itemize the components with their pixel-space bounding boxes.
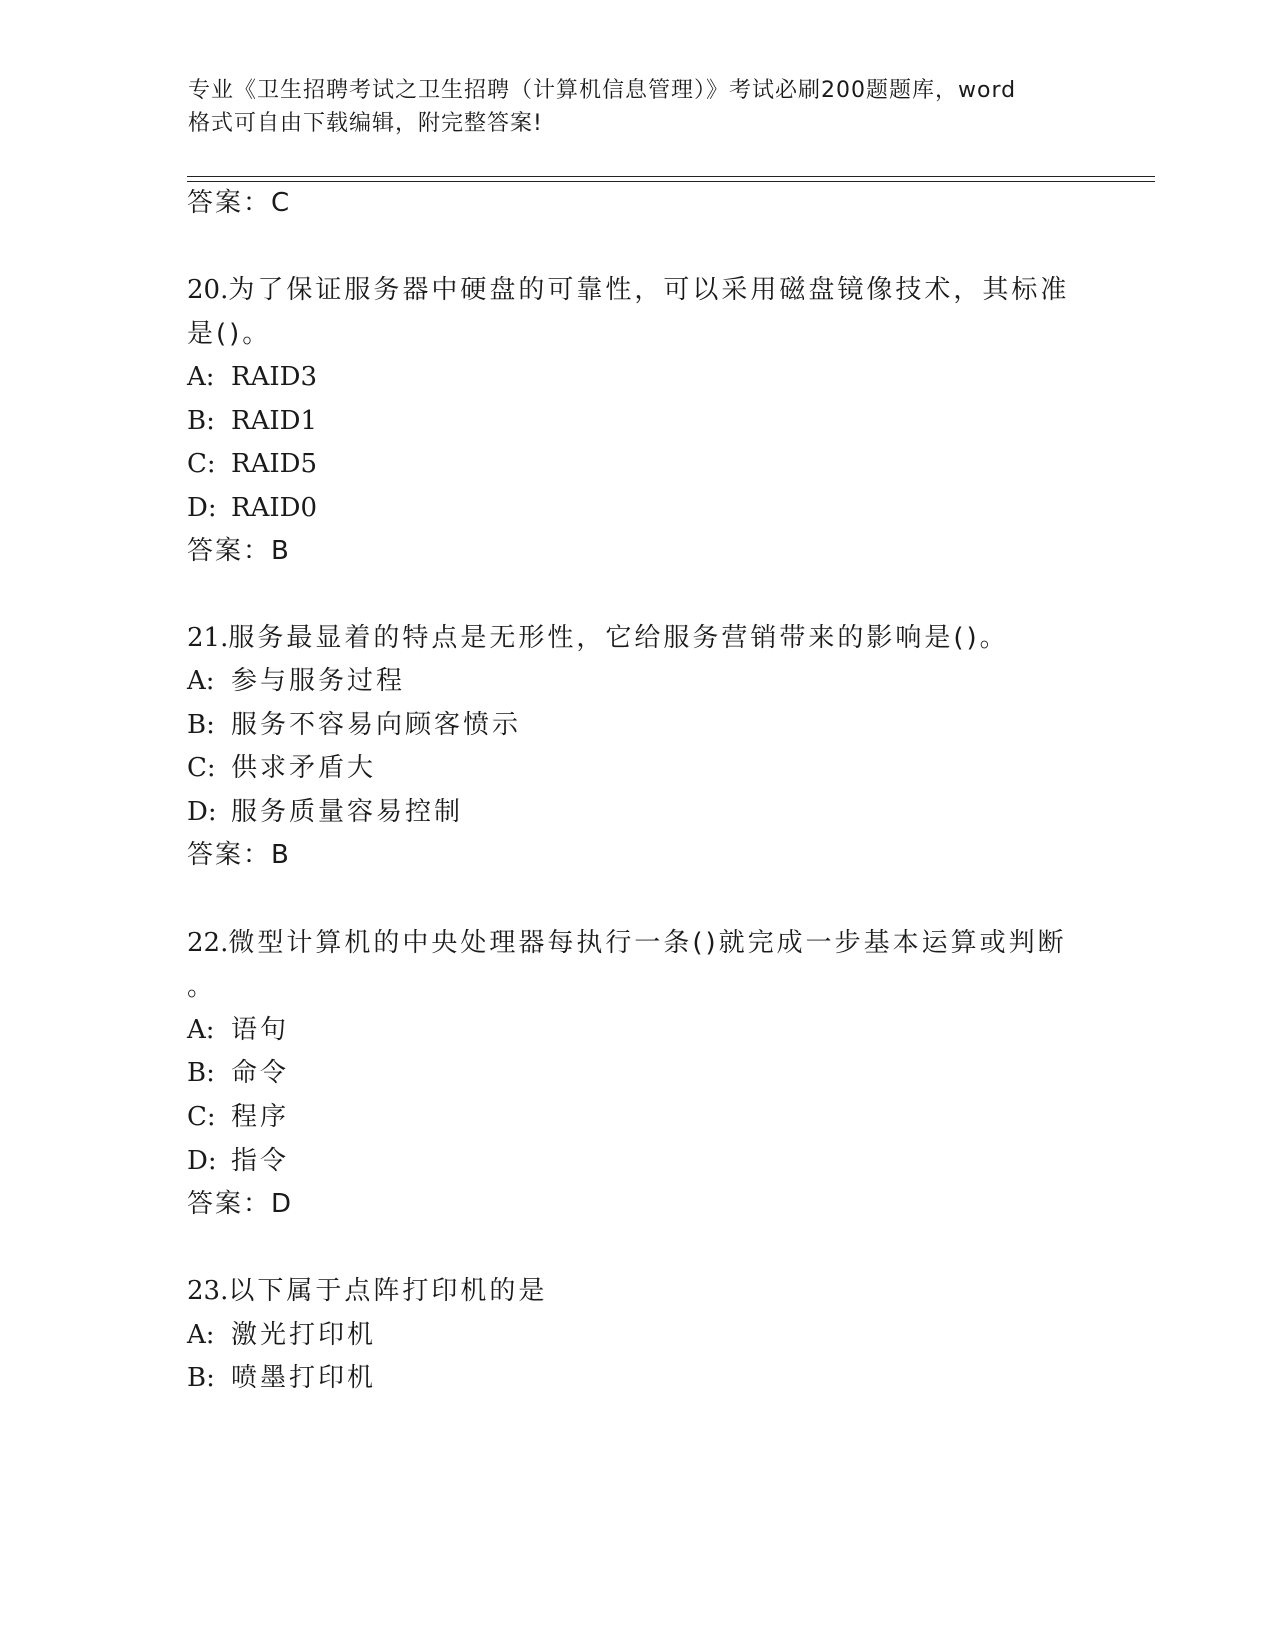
question-text: 微型计算机的中央处理器每执行一条()就完成一步基本运算或判断 — [228, 928, 1067, 958]
answer-value: C — [271, 188, 290, 218]
option-text: RAID3 — [231, 362, 318, 392]
option-20-c — [187, 442, 317, 486]
answer-20 — [187, 534, 289, 568]
option-text: 服务不容易向顾客愤示 — [231, 710, 522, 740]
question-21 — [187, 616, 1087, 660]
question-text: 以下属于点阵打印机的是 — [228, 1276, 548, 1306]
question-text: 为了保证服务器中硬盘的可靠性，可以采用磁盘镜像技术，其标准 — [228, 275, 1070, 305]
answer-label: 答案： — [187, 840, 272, 870]
question-text-line-2: 是()。 — [187, 319, 272, 349]
option-text: RAID5 — [231, 449, 318, 479]
option-text: 供求矛盾大 — [231, 753, 377, 783]
option-text: 语句 — [231, 1015, 290, 1045]
header-rule-top — [187, 176, 1155, 177]
option-key: D: — [187, 797, 217, 827]
question-23 — [187, 1269, 1087, 1313]
option-key: A: — [187, 1015, 215, 1045]
option-20-d — [187, 486, 317, 530]
question-number: 21. — [187, 623, 229, 653]
option-21-a — [187, 659, 405, 703]
option-22-b — [187, 1051, 289, 1095]
option-text: 参与服务过程 — [231, 666, 406, 696]
option-text: RAID0 — [231, 493, 318, 523]
option-21-c — [187, 746, 376, 790]
option-key: B: — [187, 406, 215, 436]
option-key: B: — [187, 1363, 215, 1393]
question-20 — [187, 268, 1087, 356]
answer-21 — [187, 838, 289, 872]
option-key: C: — [187, 449, 216, 479]
answer-value: D — [271, 1189, 292, 1219]
question-text-line-1 — [187, 921, 1087, 965]
option-23-a — [187, 1313, 376, 1357]
option-key: D: — [187, 493, 217, 523]
option-text: 喷墨打印机 — [231, 1363, 377, 1393]
option-text: 命令 — [231, 1058, 290, 1088]
option-key: A: — [187, 666, 215, 696]
answer-22 — [187, 1187, 291, 1221]
option-22-c — [187, 1095, 289, 1139]
answer-label: 答案： — [187, 1189, 272, 1219]
option-22-a — [187, 1008, 289, 1052]
question-number: 23. — [187, 1276, 229, 1306]
question-text-line-2: 。 — [187, 972, 217, 1002]
document-header — [188, 74, 1088, 140]
answer-label: 答案： — [187, 188, 272, 218]
option-20-b — [187, 399, 317, 443]
question-22 — [187, 921, 1087, 1009]
question-number: 20. — [187, 275, 229, 305]
option-text: 服务质量容易控制 — [231, 797, 464, 827]
option-key: A: — [187, 362, 215, 392]
option-text: RAID1 — [231, 406, 318, 436]
header-line-2: 格式可自由下载编辑，附完整答案! — [188, 111, 543, 136]
option-key: C: — [187, 1102, 216, 1132]
option-21-d — [187, 790, 463, 834]
question-number: 22. — [187, 928, 229, 958]
option-key: C: — [187, 753, 216, 783]
option-text: 指令 — [231, 1146, 290, 1176]
option-23-b — [187, 1356, 376, 1400]
header-rule-bottom — [187, 181, 1155, 182]
answer-value: B — [271, 840, 289, 870]
option-key: A: — [187, 1320, 215, 1350]
option-20-a — [187, 355, 317, 399]
question-text-line-1 — [187, 1269, 1087, 1313]
question-text: 服务最显着的特点是无形性，它给服务营销带来的影响是()。 — [228, 623, 1009, 653]
option-key: B: — [187, 1058, 215, 1088]
option-text: 激光打印机 — [231, 1320, 377, 1350]
answer-value: B — [271, 536, 289, 566]
option-key: D: — [187, 1146, 217, 1176]
answer-19 — [187, 186, 289, 220]
option-key: B: — [187, 710, 215, 740]
option-21-b — [187, 703, 521, 747]
header-line-1: 专业《卫生招聘考试之卫生招聘（计算机信息管理）》考试必刷200题题库，word — [188, 78, 1017, 103]
answer-label: 答案： — [187, 536, 272, 566]
option-22-d — [187, 1139, 289, 1183]
option-text: 程序 — [231, 1102, 290, 1132]
question-text-line-1 — [187, 268, 1087, 312]
question-text-line-1 — [187, 616, 1087, 660]
